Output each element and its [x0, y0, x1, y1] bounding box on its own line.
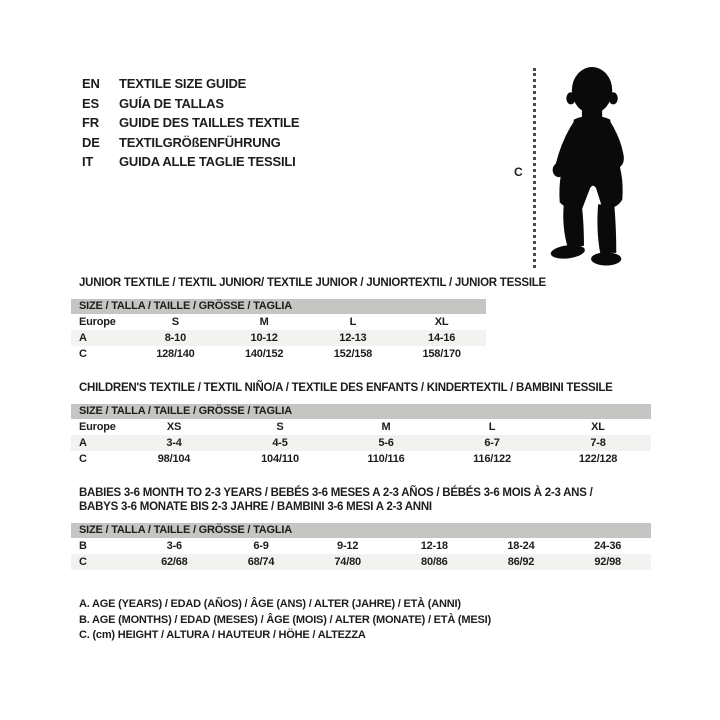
- row-label: C: [79, 348, 87, 360]
- language-row-it: [82, 152, 299, 172]
- table-cell: 68/74: [247, 556, 275, 568]
- table-cell: 104/110: [261, 453, 299, 465]
- table-title: CHILDREN'S TEXTILE / TEXTIL NIÑO/A / TEXTILE DES ENFANTS / KINDERTEXTIL / BAMBINI TESSILE: [79, 382, 613, 394]
- table-title-line-1: BABIES 3-6 MONTH TO 2-3 YEARS / BEBÉS 3-6 MESES A 2-3 AÑOS / BÉBÉS 3-6 MOIS À 2-3 ANS /: [79, 487, 593, 499]
- table-cell: 12-18: [420, 540, 448, 552]
- table-cell: 128/140: [156, 348, 195, 360]
- table-title-block: [71, 381, 651, 395]
- row-label: C: [79, 453, 87, 465]
- table-cell: M: [381, 421, 391, 433]
- legend-line-b: B. AGE (MONTHS) / EDAD (MESES) / ÂGE (MOIS) / ALTER (MONATE) / ETÀ (MESI): [79, 613, 491, 626]
- row-label: Europe: [79, 421, 116, 433]
- row-label: A: [79, 437, 87, 449]
- language-code: DE: [82, 134, 100, 150]
- table-cell: 10-12: [250, 332, 278, 344]
- language-row-es: [82, 94, 299, 114]
- row-label: B: [79, 540, 87, 552]
- size-header-bar: SIZE / TALLA / TAILLE / GRÖSSE / TAGLIA: [71, 523, 651, 538]
- childrens-textile-table: [71, 381, 651, 467]
- table-cell: 140/152: [244, 348, 284, 360]
- table-cell: 18-24: [507, 540, 535, 552]
- table-cell: 3-6: [166, 540, 182, 552]
- table-row-europe: [71, 314, 486, 330]
- table-cell: 5-6: [378, 437, 394, 449]
- language-row-de: [82, 133, 299, 153]
- language-title: GUIDA ALLE TAGLIE TESSILI: [119, 154, 296, 169]
- table-cell: S: [276, 421, 284, 433]
- babies-textile-table: [71, 486, 651, 570]
- size-grid: [71, 538, 651, 570]
- table-cell: 116/122: [473, 453, 511, 465]
- table-cell: XL: [434, 316, 449, 328]
- height-measure-label: C: [514, 165, 523, 179]
- row-label: C: [79, 556, 87, 568]
- table-cell: 6-7: [484, 437, 500, 449]
- table-cell: 92/98: [594, 556, 621, 568]
- table-cell: 62/68: [161, 556, 188, 568]
- table-cell: 6-9: [253, 540, 269, 552]
- toddler-silhouette-icon: [541, 61, 633, 268]
- height-measure-line: [533, 68, 536, 268]
- language-code: FR: [82, 115, 99, 130]
- table-cell: 152/158: [333, 348, 373, 360]
- table-title-line-2: BABYS 3-6 MONATE BIS 2-3 JAHRE / BAMBINI 3-6 MESI A 2-3 ANNI: [79, 501, 432, 513]
- size-header-bar: SIZE / TALLA / TAILLE / GRÖSSE / TAGLIA: [71, 299, 486, 314]
- language-title: GUIDE DES TAILLES TEXTILE: [119, 115, 300, 130]
- language-title: GUÍA DE TALLAS: [119, 95, 224, 111]
- table-cell: S: [171, 316, 179, 328]
- language-code: EN: [82, 76, 100, 91]
- table-cell: 12-13: [339, 332, 367, 344]
- table-cell: XS: [166, 421, 182, 433]
- table-cell: 98/104: [157, 453, 191, 465]
- table-cell: 110/116: [367, 453, 405, 465]
- table-cell: 9-12: [337, 540, 359, 552]
- table-cell: 3-4: [166, 437, 182, 449]
- table-row-europe: [71, 419, 651, 435]
- table-cell: 80/86: [421, 556, 448, 568]
- language-row-en: [82, 74, 299, 94]
- table-cell: L: [488, 421, 496, 433]
- size-figure: [500, 55, 660, 275]
- table-cell: 122/128: [578, 453, 618, 465]
- language-code: IT: [82, 154, 94, 169]
- row-label: A: [79, 332, 87, 344]
- table-cell: 24-36: [594, 540, 622, 552]
- language-title: TEXTILGRÖßENFÜHRUNG: [119, 134, 281, 150]
- table-cell: XL: [591, 421, 605, 433]
- table-title-block: [71, 276, 546, 290]
- table-cell: 74/80: [334, 556, 361, 568]
- size-header-bar: SIZE / TALLA / TAILLE / GRÖSSE / TAGLIA: [71, 404, 651, 419]
- measure-legend: [79, 597, 491, 644]
- size-grid: [71, 314, 486, 362]
- table-cell: 158/170: [422, 348, 461, 360]
- size-grid: [71, 419, 651, 467]
- language-row-fr: [82, 113, 299, 133]
- legend-line-a: A. AGE (YEARS) / EDAD (AÑOS) / ÂGE (ANS) / ALTER (JAHRE) / ETÀ (ANNI): [79, 598, 461, 610]
- table-row-age: [71, 330, 486, 346]
- table-row-height: [71, 451, 651, 467]
- table-row-height: [71, 346, 486, 362]
- language-code: ES: [82, 95, 99, 111]
- table-row-age: [71, 435, 651, 451]
- table-cell: 14-16: [428, 332, 456, 344]
- junior-textile-table: [71, 276, 546, 362]
- language-title: TEXTILE SIZE GUIDE: [119, 76, 247, 91]
- table-row-months: [71, 538, 651, 554]
- table-cell: 8-10: [164, 332, 186, 344]
- table-cell: M: [259, 316, 269, 328]
- table-cell: 7-8: [590, 437, 606, 449]
- table-title: JUNIOR TEXTILE / TEXTIL JUNIOR/ TEXTILE JUNIOR / JUNIORTEXTIL / JUNIOR TESSILE: [79, 277, 546, 289]
- table-cell: 4-5: [272, 437, 288, 449]
- language-list: [82, 74, 299, 172]
- table-cell: L: [349, 316, 357, 328]
- row-label: Europe: [79, 316, 116, 328]
- table-cell: 86/92: [507, 556, 535, 568]
- table-title-block: [71, 486, 651, 514]
- legend-line-c: C. (cm) HEIGHT / ALTURA / HAUTEUR / HÖHE / ALTEZZA: [79, 629, 366, 641]
- table-row-height: [71, 554, 651, 570]
